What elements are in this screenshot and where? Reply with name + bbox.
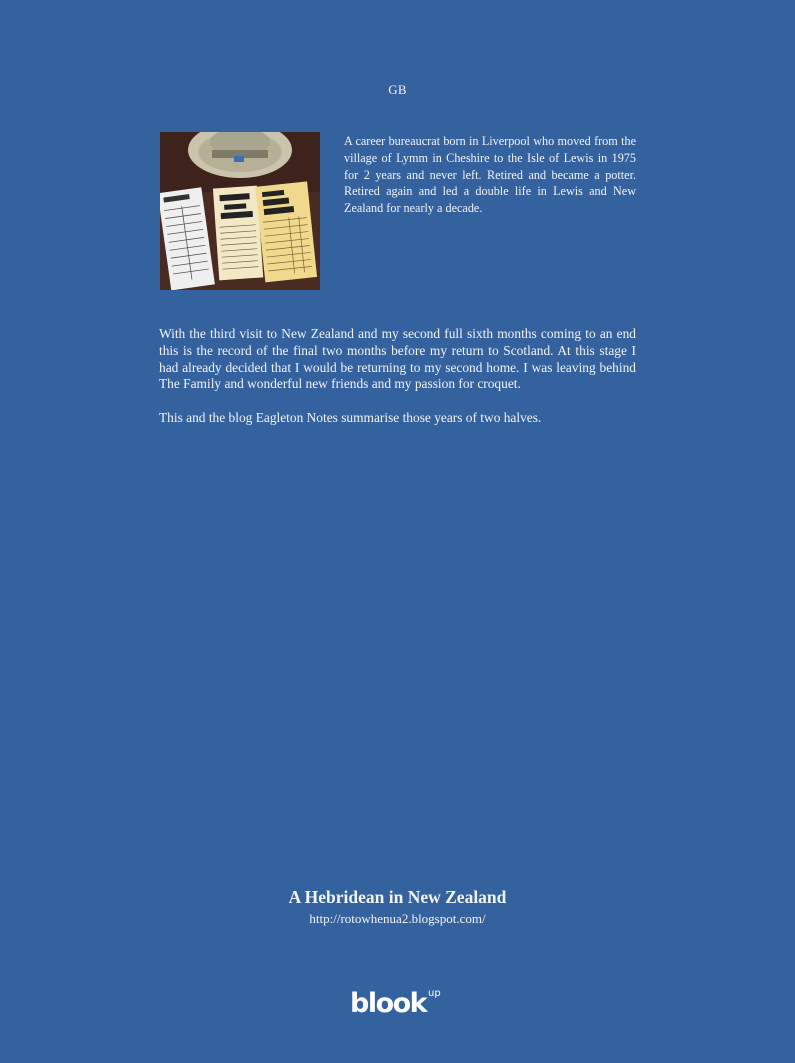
author-photo <box>160 132 320 290</box>
book-description: With the third visit to New Zealand and my second full sixth months coming to an end this is the record of the final two months before my return to Scotland. At this stage I had already decided that I would be returning to my second home. I was leaving behind The Family and wonderful new friends and my passion for croquet. <box>159 326 636 392</box>
author-bio: A career bureaucrat born in Liverpool who moved from the village of Lymm in Cheshire to the Isle of Lewis in 1975 for 2 years and never left. Retired and became a potter. Retired again and led a double life in Lewis and New Zealand for nearly a decade. <box>344 134 636 216</box>
logo-superscript: up <box>428 988 441 999</box>
author-name: GB <box>388 82 407 97</box>
book-description-note: This and the blog Eagleton Notes summarise those years of two halves. <box>159 410 542 425</box>
book-url: http://rotowhenua2.blogspot.com/ <box>309 911 486 926</box>
book-title: A Hebridean in New Zealand <box>288 887 507 907</box>
blookup-logo <box>350 987 441 1021</box>
logo-word: blook <box>350 988 427 1019</box>
